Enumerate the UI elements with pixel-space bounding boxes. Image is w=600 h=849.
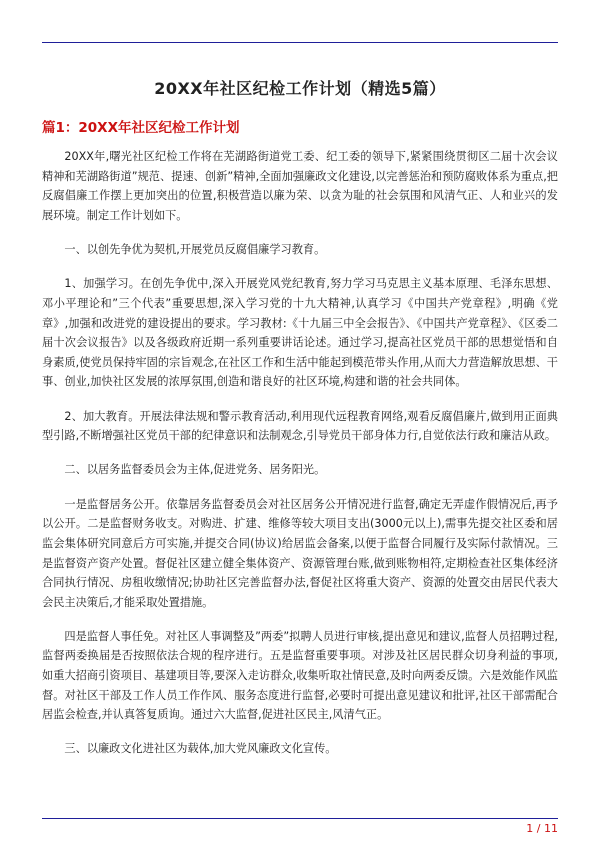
document-title: 20XX年社区纪检工作计划（精选5篇） bbox=[154, 79, 446, 98]
section-heading: 篇1：20XX年社区纪检工作计划 bbox=[42, 120, 240, 136]
top-rule bbox=[42, 42, 558, 43]
paragraph-supervision-2: 四是监督人事任免。对社区人事调整及”两委”拟聘人员进行审核,提出意见和建议,监督人员招聘过程,监督两委换届是否按照依法合规的程序进行。五是监督重要事项。对涉及社区居民群众切身利益的事项,如重大招商引资项目、基建项目等,要深入走访群众,收集听取社情民意,及时向两委反馈。六是效能作风监督。对社区干部及工作人员工作作风、服务态度进行监督,必要时可提出意见建议和批评,社区干部需配合居监会检查,并认真答复质询。通过六大监督,促进社区民主,风清气正。 bbox=[42, 629, 558, 722]
paragraph-study: 1、加强学习。在创先争优中,深入开展党风党纪教育,努力学习马克思主义基本原理、毛泽东思想、邓小平理论和”三个代表”重要思想,深入学习党的十九大精神,认真学习《中国共产党章程》,明确《党章》,加强和改进党的建设提出的要求。学习教材:《十九届三中全会报告》、《中国共产党章程》、《区委二届十次会议报告》以及各级政府近期一系列重要讲话论述。通过学习,提高社区党员干部的思想觉悟和自身素质,使党员保持牢固的宗旨观念,在社区工作和生活中能起到模范带头作用,从而大力营造解放思想、干事、创业,加快社区发展的浓厚氛围,创造和谐良好的社区环境,构建和谐的社会共同体。 bbox=[42, 277, 558, 389]
page-number: 1 / 11 bbox=[526, 822, 558, 835]
paragraph-heading-3: 三、以廉政文化进社区为载体,加大党风廉政文化宣传。 bbox=[64, 742, 337, 756]
bottom-rule bbox=[42, 818, 558, 819]
paragraph-education: 2、加大教育。开展法律法规和警示教育活动,利用现代远程教育网络,观看反腐倡廉片,做到用正面典型引路,不断增强社区党员干部的纪律意识和法制观念,引导党员干部身体力行,自觉依法行政和廉洁从政。 bbox=[42, 409, 558, 443]
paragraph-intro: 20XX年,曙光社区纪检工作将在芜湖路街道党工委、纪工委的领导下,紧紧围绕贯彻区二届十次会议精神和芜湖路街道”规范、提速、创新”精神,全面加强廉政文化建设,以完善惩治和预防腐败体系为重点,把反腐倡廉工作摆上更加突出的位置,积极营造以廉为荣、以贪为耻的社会氛围和风清气正、人和业兴的发展环境。制定工作计划如下。 bbox=[42, 150, 558, 222]
document-body bbox=[42, 147, 558, 774]
paragraph-heading-1: 一、以创先争优为契机,开展党员反腐倡廉学习教育。 bbox=[64, 242, 326, 256]
paragraph-heading-2: 二、以居务监督委员会为主体,促进党务、居务阳光。 bbox=[64, 463, 326, 477]
paragraph-supervision-1: 一是监督居务公开。依靠居务监督委员会对社区居务公开情况进行监督,确定无弄虚作假情况后,再予以公开。二是监督财务收支。对购进、扩建、维修等较大项目支出(3000元以上),需事先提交社区委和居监会集体研究同意后方可实施,并提交合同(协议)给居监会备案,以便于监督合同履行及实际付款情况。三是监督资产资产处置。督促社区建立健全集体资产、资源管理台账,做到账物相符,定期检查社区集体经济合同执行情况、房租收缴情况;协助社区完善监督办法,督促社区将重大资产、资源的处置交由居民代表大会民主决策后,才能采取处置措施。 bbox=[42, 497, 558, 609]
